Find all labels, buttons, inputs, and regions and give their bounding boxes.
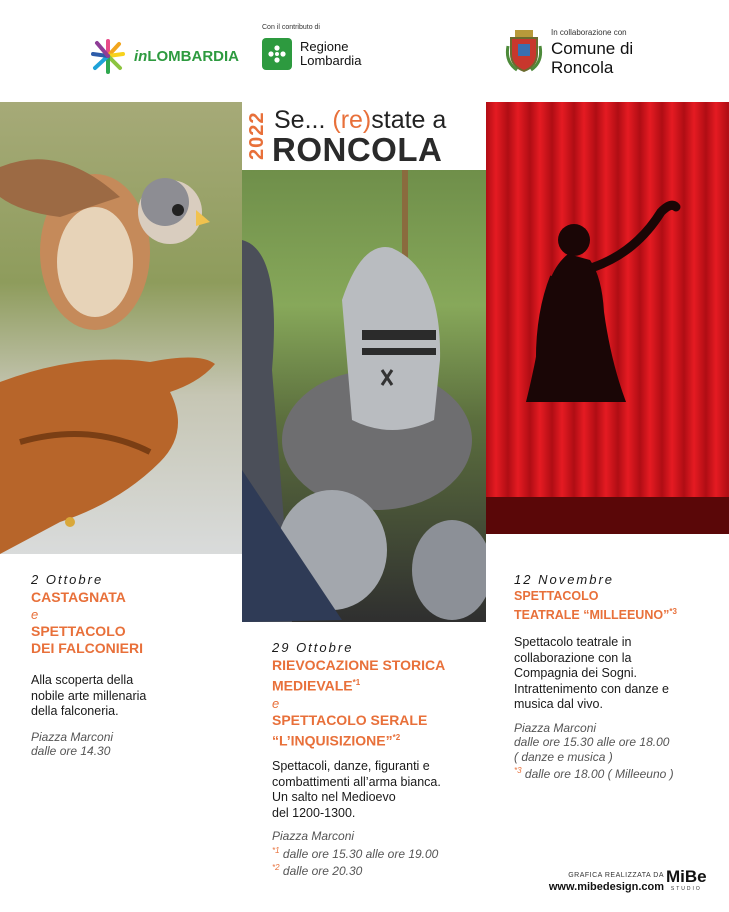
- event-2-title-and: e: [272, 695, 280, 711]
- mibe-sub: STUDIO: [670, 886, 702, 892]
- event-1-title-2: SPETTACOLO: [31, 623, 126, 639]
- sunburst-icon: [90, 38, 126, 74]
- comune-line2: Roncola: [551, 58, 614, 77]
- falconer-photo: [0, 102, 242, 554]
- event-3-desc-4: Intrattenimento con danze e: [514, 681, 669, 696]
- event-3-title-1: SPETTACOLO: [514, 589, 599, 603]
- regione-line2: Lombardia: [300, 53, 362, 68]
- event-2-sup2: *2: [392, 732, 401, 742]
- event-1-place: Piazza Marconi: [31, 729, 114, 744]
- event-3-title-2: TEATRALE “MILLEEUNO”: [514, 608, 670, 623]
- event-3-desc-3: Compagnia dei Sogni.: [514, 666, 637, 681]
- coat-of-arms-icon: [505, 28, 543, 74]
- event-2-desc-3: Un salto nel Medioevo: [272, 790, 396, 805]
- title-block: [242, 102, 486, 170]
- event-3-sup3: *3: [669, 607, 677, 616]
- knight-photo: [242, 170, 486, 622]
- event-3: [514, 572, 724, 782]
- inlombardia-prefix: in: [134, 47, 148, 65]
- event-2-date: 29 Ottobre: [272, 640, 354, 655]
- event-2-title-3: SPETTACOLO SERALE: [272, 711, 428, 728]
- footer-credit-label: GRAFICA REALIZZATA DA: [568, 872, 664, 879]
- footer-url[interactable]: www.mibedesign.com: [548, 881, 664, 893]
- event-3-time-3: dalle ore 18.00 ( Milleeuno ): [524, 767, 674, 782]
- event-3-desc-5: musica dal vivo.: [514, 697, 603, 712]
- event-1-desc-1: Alla scoperta della: [31, 673, 134, 687]
- event-2-time-2: dalle ore 20.30: [282, 864, 363, 879]
- inlombardia-logo: [90, 38, 239, 74]
- event-3-place: Piazza Marconi: [514, 720, 597, 735]
- title-line2: RONCOLA: [272, 131, 443, 168]
- event-3-time-2: ( danze e musica ): [514, 749, 613, 764]
- event-2-title-4: “L’INQUISIZIONE”: [272, 732, 393, 749]
- comune-line1: Comune di: [551, 39, 634, 58]
- event-2-time-1: dalle ore 15.30 alle ore 19.00: [282, 846, 439, 861]
- event-2-place: Piazza Marconi: [272, 829, 355, 844]
- event-2-meta-sup2: *2: [272, 863, 280, 873]
- comune-caption: In collaborazione con: [551, 28, 627, 37]
- event-3-time-1: dalle ore 15.30 alle ore 18.00: [514, 735, 670, 750]
- event-1-title-3: DEI FALCONIERI: [31, 640, 144, 656]
- title-line1-c: state a: [371, 106, 447, 134]
- event-3-meta-sup3: *3: [514, 766, 522, 776]
- event-2-desc-1: Spettacoli, danze, figuranti e: [272, 759, 430, 774]
- theatre-photo: [486, 102, 729, 534]
- mibe-brand: MiBe: [666, 867, 707, 886]
- regione-caption: Con il contributo di: [262, 24, 320, 31]
- title-line1-re: (re): [332, 106, 372, 134]
- event-2-sup1: *1: [352, 678, 361, 687]
- event-3-date: 12 Novembre: [514, 572, 615, 587]
- footer-credit: [514, 872, 664, 893]
- event-1-title-and: e: [31, 607, 39, 622]
- regione-emblem-icon: [262, 38, 292, 70]
- event-1-desc-2: nobile arte millenaria: [31, 688, 147, 703]
- event-1-time: dalle ore 14.30: [31, 744, 111, 758]
- event-2-title-1: RIEVOCAZIONE STORICA: [272, 657, 446, 673]
- event-1-date: 2 Ottobre: [31, 572, 104, 587]
- event-2-meta-sup1: *1: [272, 845, 280, 855]
- event-2-desc-2: combattimenti all’arma bianca.: [272, 774, 441, 789]
- event-2-title-2: MEDIEVALE: [272, 677, 353, 694]
- event-1-desc-3: della falconeria.: [31, 704, 119, 718]
- event-1-title-1: CASTAGNATA: [31, 589, 126, 605]
- regione-logo: [262, 38, 361, 70]
- comune-logo: [505, 28, 633, 77]
- event-1: [31, 572, 231, 759]
- event-2-desc-4: del 1200-1300.: [272, 805, 356, 820]
- regione-line1: Regione: [300, 39, 349, 54]
- title-line1-a: Se...: [274, 106, 333, 134]
- inlombardia-name: LOMBARDIA: [147, 47, 239, 65]
- event-2: [272, 640, 492, 879]
- event-3-desc-1: Spettacolo teatrale in: [514, 635, 632, 650]
- title-year: 2022: [246, 111, 268, 160]
- mibe-logo: [666, 868, 707, 892]
- event-3-desc-2: collaborazione con la: [514, 650, 632, 665]
